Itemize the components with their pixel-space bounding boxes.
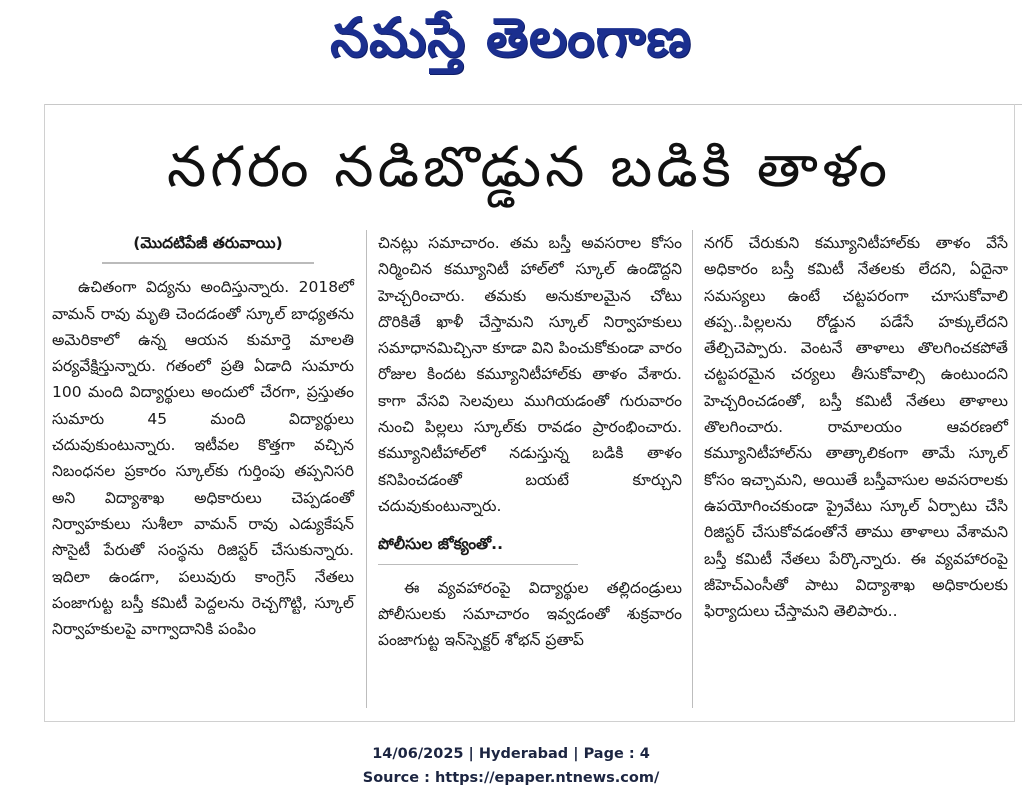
article-headline: నగరం నడిబొడ్డున బడికి తాళం: [166, 135, 892, 200]
column-divider-2: [692, 230, 693, 708]
frame-right-border: [1014, 104, 1015, 722]
column2-paragraph-2: ఈ వ్యవహారంపై విద్యార్థుల తల్లిదండ్రులు పోలీసులకు సమాచారం ఇవ్వడంతో శుక్రవారం పంజాగుట్ట ఇన్‌స్పెక్టర్ శోభన్ ప్రతాప్: [378, 578, 682, 650]
article-column-1: [52, 228, 354, 642]
footer-date-line: 14/06/2025 | Hyderabad | Page : 4: [372, 746, 650, 762]
column-divider-1: [366, 230, 367, 708]
frame-left-border: [44, 104, 45, 722]
article-column-2: [378, 230, 682, 653]
continued-label: (మొదటిపేజీ తరువాయి): [102, 228, 314, 264]
column3-paragraph: నగర్ చేరుకుని కమ్యూనిటీహాల్‌కు తాళం వేసే అధికారం బస్తీ కమిటీ నేతలకు లేదని, ఏదైనా సమస్యలు ఉంటే చట్టపరంగా చూసుకోవాలి తప్ప..పిల్లలను రోడ్డున పడేసే హక్కులేదని తేల్చిచెప్పారు. వెంటనే తాళాలు తొలగించకపోతే చట్టపరమైన చర్యలు తీసుకోవాల్సి ఉంటుందని హెచ్చరించడంతో, బస్తీ కమిటీ నేతలు తాళాలు తొలగించారు. రామాలయం ఆవరణలో కమ్యూనిటీహాల్‌ను తాత్కాలికంగా తామే స్కూల్ కోసం ఇచ్చామని, అయితే బస్తీవాసుల అవసరాలకు ఉపయోగించకుండా ప్రైవేటు స్కూల్ ఏర్పాటు చేసి రిజిస్టర్ చేసుకోవడంతోనే తాము తాళాలు వేశామని బస్తీ కమిటీ నేతలు పేర్కొన్నారు. ఈ వ్యవహారంపై జీహెచ్ఎంసీతో పాటు విద్యాశాఖ అధికారులకు ఫిర్యాదులు చేస్తామని తెలిపారు..: [704, 234, 1008, 621]
frame-top-border: [44, 104, 1022, 105]
column2-paragraph-1: చినట్లు సమాచారం. తమ బస్తీ అవసరాల కోసం నిర్మించిన కమ్యూనిటీ హాల్‌లో స్కూల్ ఉండొద్దని హెచ్చరించారు. తమకు అనుకూలమైన చోటు దొరికితే ఖాళీ చేస్తామని స్కూల్ నిర్వాహకులు సమాధానమిచ్చినా కూడా విని పించుకోకుండా వారం రోజుల కిందట కమ్యూనిటీహాల్‌కు తాళం వేశారు. కాగా వేసవి సెలవులు ముగియడంతో గురువారం నుంచి పిల్లలు స్కూల్‌కు రావడం ప్రారంభించారు. కమ్యూనిటీహాల్‌లో నడుస్తున్న బడికి తాళం కనిపించడంతో బయటే కూర్చుని చదువుకుంటున్నారు.: [378, 234, 682, 515]
newspaper-masthead: నమస్తే తెలంగాణ: [330, 6, 692, 69]
column1-paragraph: ఉచితంగా విద్యను అందిస్తున్నారు. 2018లో వామన్ రావు మృతి చెందడంతో స్కూల్ బాధ్యతను అమెరికాలో ఉన్న ఆయన కుమార్తె మాలతి పర్యవేక్షిస్తున్నారు. గతంలో ప్రతి ఏడాది సుమారు 100 మంది విద్యార్థులు అందులో చేరగా, ప్రస్తుతం సుమారు 45 మంది విద్యార్థులు చదువుకుంటున్నారు. ఇటీవల కొత్తగా వచ్చిన నిబంధనల ప్రకారం స్కూల్‌కు గుర్తింపు తప్పనిసరి అని విద్యాశాఖ అధికారులు చెప్పడంతో నిర్వాహకులు సుశీలా వామన్ రావు ఎడ్యుకేషన్ సొసైటీ పేరుతో సంస్థను రిజిస్టర్ చేసుకున్నారు. ఇదిలా ఉండగా, పలువురు కాంగ్రెస్ నేతలు పంజాగుట్ట బస్తీ కమిటీ పెద్దలను రెచ్చగొట్టి, స్కూల్ నిర్వాహకులపై వాగ్వాదానికి పంపిం: [52, 278, 354, 639]
footer-source-link[interactable]: Source : https://epaper.ntnews.com/: [362, 770, 660, 786]
article-column-3: [704, 230, 1008, 624]
frame-bottom-border: [44, 721, 1015, 722]
column2-subhead: పోలీసుల జోక్యంతో..: [378, 525, 578, 564]
